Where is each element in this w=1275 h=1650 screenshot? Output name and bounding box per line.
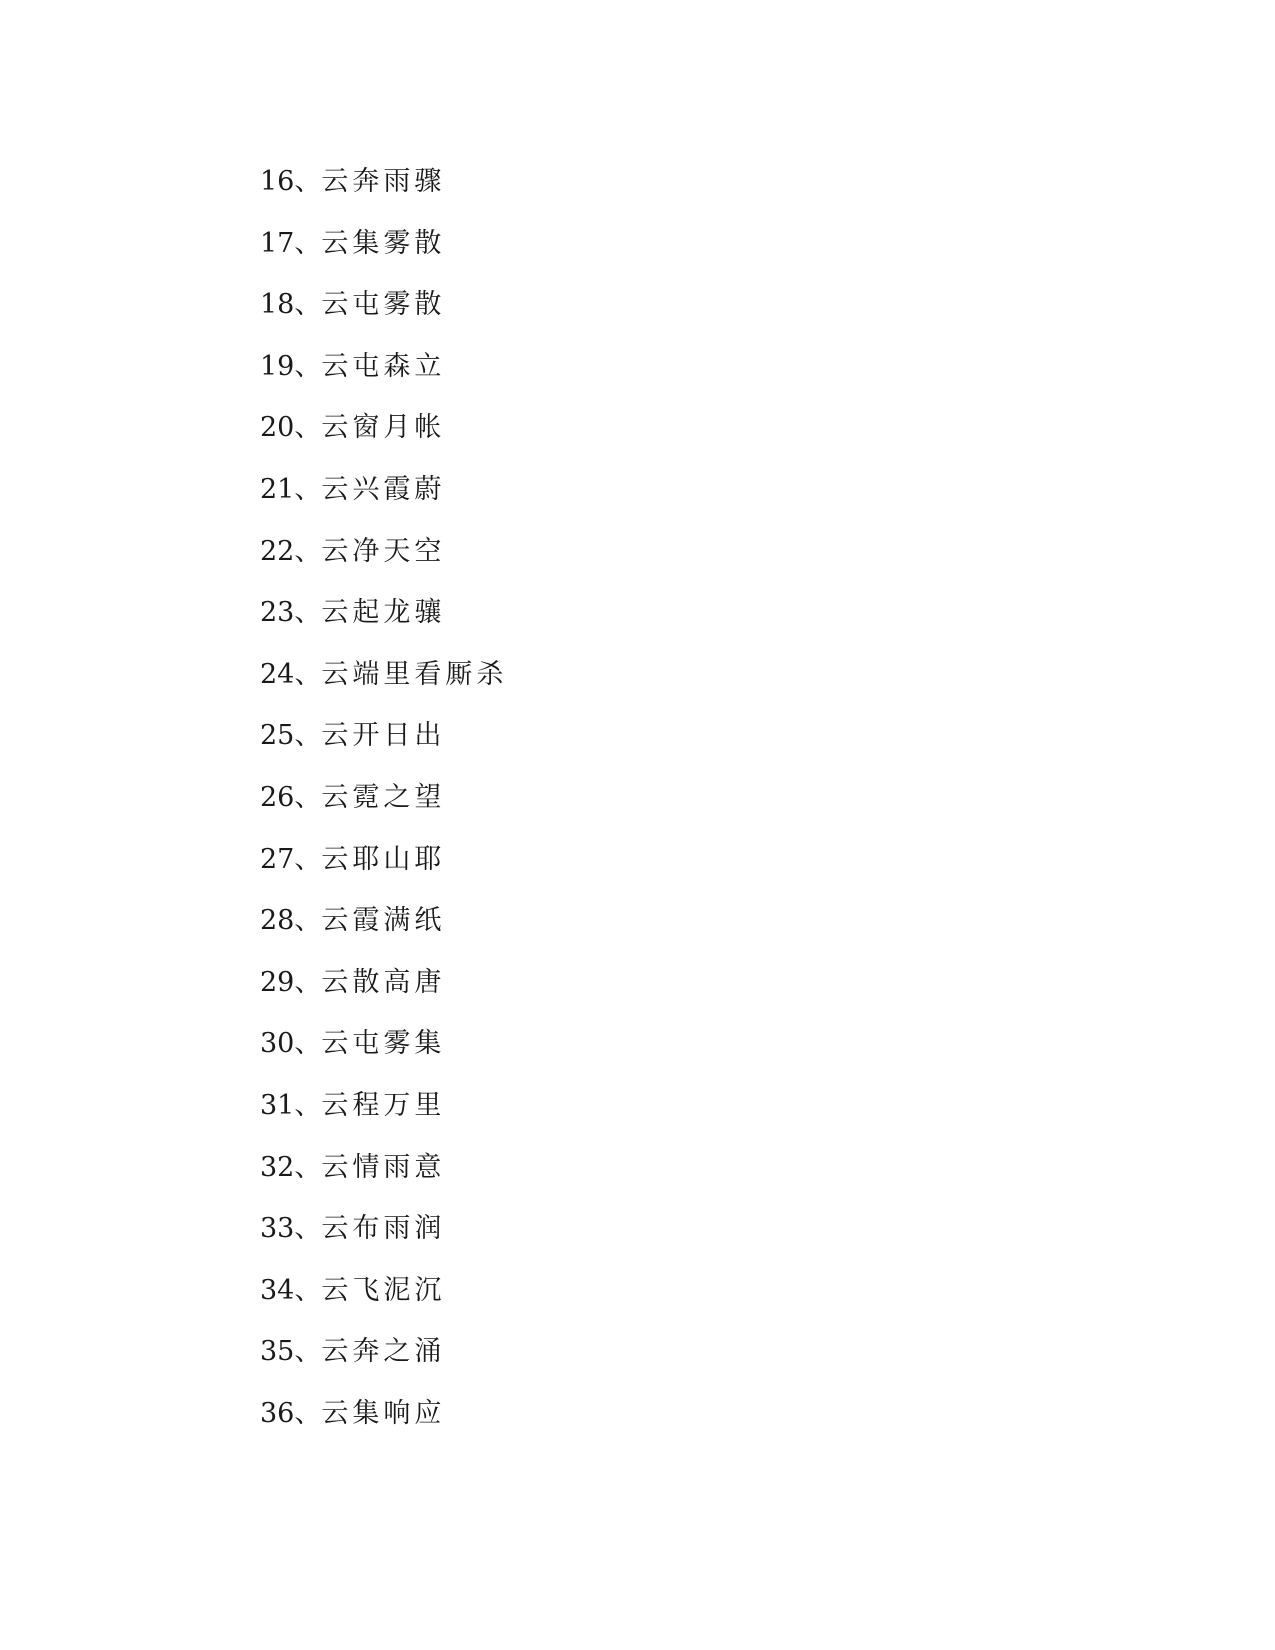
list-item <box>260 965 507 1027</box>
item-number: 36、 <box>260 1397 322 1429</box>
list-item <box>260 1273 507 1335</box>
item-number: 23、 <box>260 597 322 629</box>
list-item <box>260 349 507 411</box>
item-number: 35、 <box>260 1336 322 1368</box>
item-number: 18、 <box>260 289 322 321</box>
item-number: 24、 <box>260 658 322 690</box>
item-text: 云屯雾集 <box>321 1028 446 1060</box>
item-text: 云奔雨骤 <box>321 166 446 197</box>
list-item <box>260 780 507 842</box>
list-item <box>260 226 507 288</box>
item-text: 云耶山耶 <box>321 843 446 875</box>
list-item <box>260 903 507 965</box>
item-text: 云霞满纸 <box>321 905 446 937</box>
item-text: 云起龙骧 <box>321 597 446 629</box>
item-text: 云窗月帐 <box>321 412 446 444</box>
item-number: 25、 <box>260 720 322 752</box>
item-number: 26、 <box>260 781 322 813</box>
list-item <box>260 595 507 657</box>
list-item <box>260 1396 507 1458</box>
item-text: 云屯雾散 <box>321 289 446 321</box>
item-text: 云程万里 <box>321 1089 446 1121</box>
item-text: 云屯森立 <box>321 350 446 382</box>
list-item <box>260 472 507 534</box>
item-text: 云奔之涌 <box>321 1336 446 1368</box>
item-number: 16、 <box>260 166 322 197</box>
list-item <box>260 534 507 596</box>
list-item <box>260 1150 507 1212</box>
list-item <box>260 657 507 719</box>
item-number: 21、 <box>260 473 322 505</box>
item-number: 33、 <box>260 1213 322 1245</box>
item-text: 云集雾散 <box>321 227 446 259</box>
list-item <box>260 410 507 472</box>
item-text: 云布雨润 <box>321 1213 446 1245</box>
item-number: 29、 <box>260 966 322 998</box>
item-number: 31、 <box>260 1089 322 1121</box>
item-text: 云飞泥沉 <box>321 1274 446 1306</box>
list-item <box>260 1334 507 1396</box>
item-number: 28、 <box>260 905 322 937</box>
item-text: 云净天空 <box>321 535 446 567</box>
item-text: 云端里看厮杀 <box>321 658 508 690</box>
item-text: 云集响应 <box>321 1397 446 1429</box>
item-number: 22、 <box>260 535 322 567</box>
list-item <box>260 164 507 226</box>
item-text: 云情雨意 <box>321 1151 446 1183</box>
list-item <box>260 1026 507 1088</box>
item-text: 云开日出 <box>321 720 446 752</box>
item-text: 云霓之望 <box>321 781 446 813</box>
item-number: 20、 <box>260 412 322 444</box>
item-number: 17、 <box>260 227 322 259</box>
item-number: 34、 <box>260 1274 322 1306</box>
item-number: 30、 <box>260 1028 322 1060</box>
item-number: 19、 <box>260 350 322 382</box>
list-item <box>260 842 507 904</box>
item-number: 32、 <box>260 1151 322 1183</box>
list-item <box>260 718 507 780</box>
idiom-list <box>260 164 507 1457</box>
item-number: 27、 <box>260 843 322 875</box>
item-text: 云散高唐 <box>321 966 446 998</box>
item-text: 云兴霞蔚 <box>321 473 446 505</box>
list-item <box>260 1088 507 1150</box>
list-item <box>260 287 507 349</box>
list-item <box>260 1211 507 1273</box>
